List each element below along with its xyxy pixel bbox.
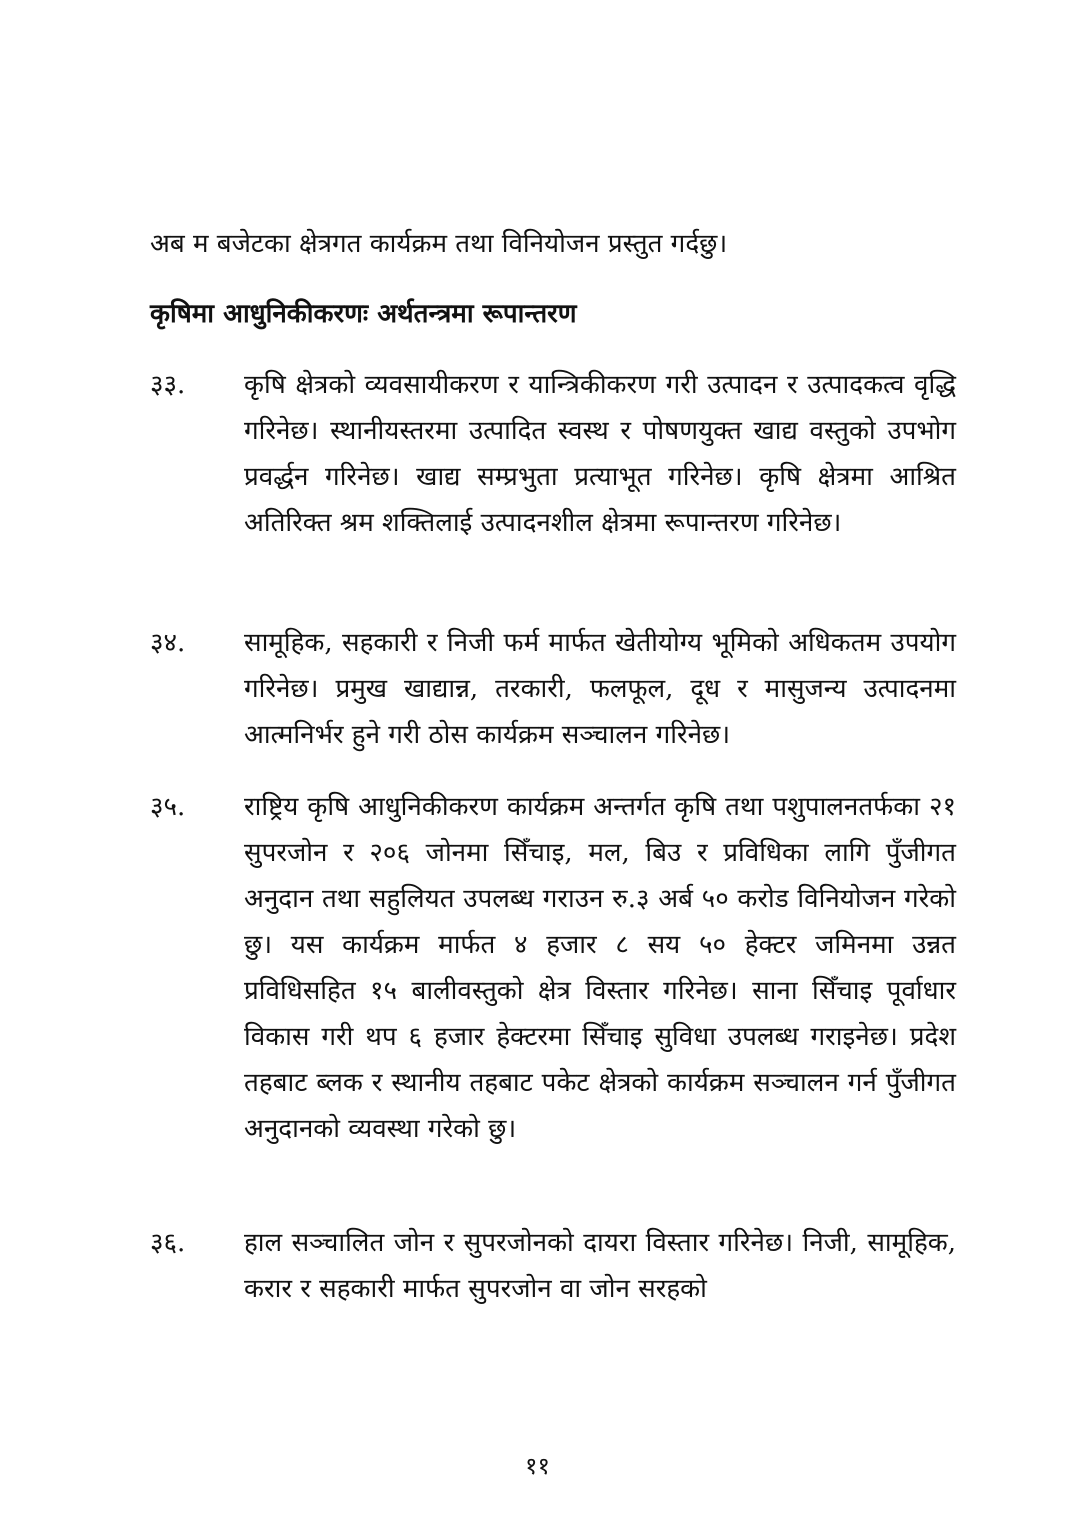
paragraph-number: ३६. bbox=[150, 1228, 186, 1258]
paragraph-36 bbox=[150, 1220, 956, 1312]
paragraph-text: राष्ट्रिय कृषि आधुनिकीकरण कार्यक्रम अन्तर्गत कृषि तथा पशुपालनतर्फका २१ सुपरजोन र २०६ जोनमा सिँचाइ, मल, बिउ र प्रविधिका लागि पुँजीगत अनुदान तथा सहुलियत उपलब्ध गराउन रु.३ अर्ब ५० करोड विनियोजन गरेको छु। यस कार्यक्रम मार्फत ४ हजार ८ सय ५० हेक्टर जमिनमा उन्नत प्रविधिसहित १५ बालीवस्तुको क्षेत्र विस्तार गरिनेछ। साना सिँचाइ पूर्वाधार विकास गरी थप ६ हजार हेक्टरमा सिँचाइ सुविधा उपलब्ध गराइनेछ। प्रदेश तहबाट ब्लक र स्थानीय तहबाट पकेट क्षेत्रको कार्यक्रम सञ्चालन गर्न पुँजीगत अनुदानको व्यवस्था गरेको छु। bbox=[244, 792, 956, 1144]
section-heading: कृषिमा आधुनिकीकरणः अर्थतन्त्रमा रूपान्तरण bbox=[150, 299, 577, 329]
paragraph-34 bbox=[150, 620, 956, 758]
paragraph-text: सामूहिक, सहकारी र निजी फर्म मार्फत खेतीयोग्य भूमिको अधिकतम उपयोग गरिनेछ। प्रमुख खाद्यान्न, तरकारी, फलफूल, दूध र मासुजन्य उत्पादनमा आत्मनिर्भर हुने गरी ठोस कार्यक्रम सञ्चालन गरिनेछ। bbox=[244, 628, 956, 750]
paragraph-number: ३४. bbox=[150, 628, 186, 658]
paragraph-text: हाल सञ्चालित जोन र सुपरजोनको दायरा विस्तार गरिनेछ। निजी, सामूहिक, करार र सहकारी मार्फत सुपरजोन वा जोन सरहको bbox=[244, 1228, 956, 1304]
intro-sentence: अब म बजेटका क्षेत्रगत कार्यक्रम तथा विनियोजन प्रस्तुत गर्दछु। bbox=[150, 229, 728, 259]
page-number: ११ bbox=[525, 1452, 550, 1480]
paragraph-number: ३३. bbox=[150, 370, 186, 400]
paragraph-35 bbox=[150, 784, 956, 1152]
paragraph-number: ३५. bbox=[150, 792, 186, 822]
paragraph-33 bbox=[150, 362, 956, 546]
paragraph-text: कृषि क्षेत्रको व्यवसायीकरण र यान्त्रिकीकरण गरी उत्पादन र उत्पादकत्व वृद्धि गरिनेछ। स्थानीयस्तरमा उत्पादित स्वस्थ र पोषणयुक्त खाद्य वस्तुको उपभोग प्रवर्द्धन गरिनेछ। खाद्य सम्प्रभुता प्रत्याभूत गरिनेछ। कृषि क्षेत्रमा आश्रित अतिरिक्त श्रम शक्तिलाई उत्पादनशील क्षेत्रमा रूपान्तरण गरिनेछ। bbox=[244, 370, 956, 538]
